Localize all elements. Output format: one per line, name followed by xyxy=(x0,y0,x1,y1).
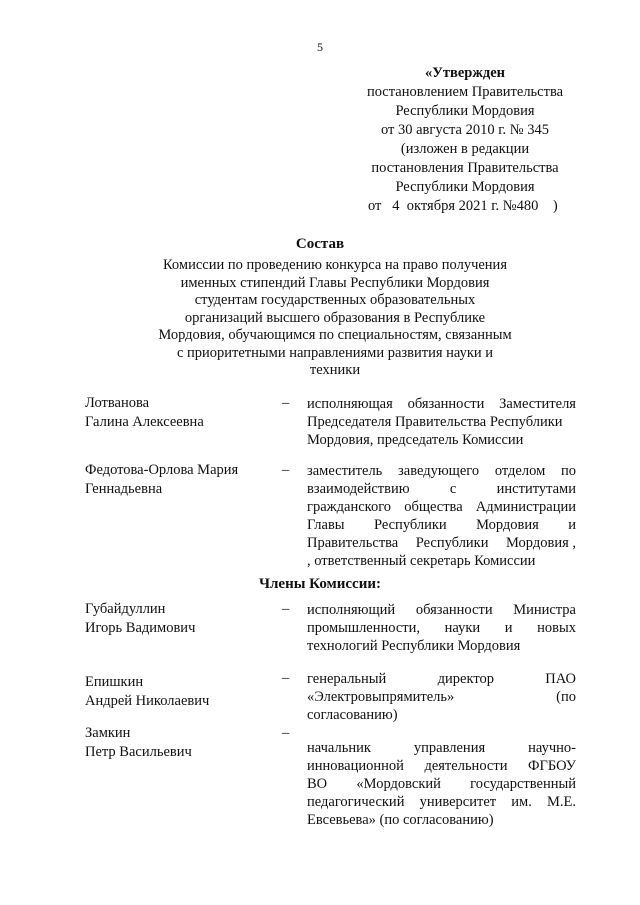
word: по xyxy=(560,463,576,479)
position-line xyxy=(307,601,576,619)
position-line xyxy=(307,775,576,793)
word: новых xyxy=(537,620,576,636)
member-surname: Епишкин xyxy=(85,674,144,690)
member-position xyxy=(307,670,576,724)
dash-separator: – xyxy=(282,395,290,411)
member-given-names: Андрей Николаевич xyxy=(85,693,210,709)
member-position xyxy=(307,395,576,449)
word: начальник xyxy=(307,740,371,756)
position-line: Председателя Правительства Республики xyxy=(307,414,563,430)
position-line xyxy=(307,480,576,498)
position-line xyxy=(307,619,576,637)
word: им. xyxy=(511,794,532,810)
word: Заместителя xyxy=(499,396,576,412)
subtitle-line: Комиссии по проведению конкурса на право получения xyxy=(162,257,507,273)
word: Мордовия xyxy=(476,517,539,533)
word: институтами xyxy=(496,481,576,497)
page-number: 5 xyxy=(317,40,323,54)
member-surname: Губайдуллин xyxy=(85,601,166,617)
position-line xyxy=(307,688,576,706)
word: Администрации xyxy=(475,499,576,515)
approval-line: «Утвержден xyxy=(425,65,505,81)
position-line xyxy=(307,534,576,552)
position-line xyxy=(307,739,576,757)
word: М.Е. xyxy=(546,794,576,810)
position-line: , ответственный секретарь Комиссии xyxy=(307,553,536,569)
position-line xyxy=(307,395,576,413)
word: ПАО xyxy=(545,671,576,687)
position-line: согласованию) xyxy=(307,707,398,723)
word: общества xyxy=(404,499,463,515)
document-title: Состав xyxy=(295,236,345,252)
position-line: Мордовия, председатель Комиссии xyxy=(307,432,524,448)
word: университет xyxy=(419,794,497,810)
word: обязанности xyxy=(415,602,493,618)
word: ФГБОУ xyxy=(528,758,576,774)
member-given-names: Петр Васильевич xyxy=(85,744,192,760)
word: государственный xyxy=(470,776,576,792)
word: исполняющий xyxy=(307,602,396,618)
word: науки xyxy=(444,620,481,636)
word: Мордовия , xyxy=(506,535,576,551)
word: педагогический xyxy=(307,794,405,810)
word: заместитель xyxy=(307,463,383,479)
members-heading: Члены Комиссии: xyxy=(259,576,381,592)
document-subtitle xyxy=(120,257,550,380)
approval-line: постановлением Правительства xyxy=(366,84,564,100)
word: отделом xyxy=(494,463,546,479)
subtitle-line: организаций высшего образования в Республике xyxy=(184,309,486,326)
member-given-names: Геннадьевна xyxy=(85,481,163,497)
word: гражданского xyxy=(307,499,392,515)
word: Министра xyxy=(513,602,576,618)
dash-separator: – xyxy=(282,462,290,478)
subtitle-line: с приоритетными направлениями развития науки и xyxy=(176,344,494,361)
word: исполняющая xyxy=(307,396,393,412)
approval-stamp xyxy=(352,64,578,216)
member-surname: Федотова-Орлова Мария xyxy=(85,462,239,478)
word: и xyxy=(568,517,576,533)
word: Республики xyxy=(415,535,489,551)
subtitle-line: студентам государственных образовательных xyxy=(194,292,476,308)
word: Правительства xyxy=(307,535,399,551)
subtitle-line: именных стипендий Главы Республики Мордовия xyxy=(180,274,490,291)
approval-line: Республики Мордовия xyxy=(395,103,535,119)
word: «Мордовский xyxy=(356,776,441,792)
word: с xyxy=(449,481,457,497)
word: Главы xyxy=(307,517,345,533)
approval-line: (изложен в редакции xyxy=(400,141,530,157)
member-surname: Лотванова xyxy=(85,395,150,411)
member-name xyxy=(85,461,275,499)
word: управления xyxy=(413,740,486,756)
word: взаимодействию xyxy=(307,481,410,497)
member-given-names: Игорь Вадимович xyxy=(85,620,196,636)
word: директор xyxy=(437,671,494,687)
member-name xyxy=(85,600,275,638)
member-name xyxy=(85,673,275,711)
position-line xyxy=(307,462,576,480)
position-line: технологий Республики Мордовия xyxy=(307,638,521,654)
word: заведующего xyxy=(398,463,480,479)
approval-line: постановления Правительства xyxy=(371,160,559,176)
word: генеральный xyxy=(307,671,387,687)
word: и xyxy=(504,620,513,636)
approval-line: Республики Мордовия xyxy=(395,179,535,195)
member-position xyxy=(307,601,576,655)
word: деятельности xyxy=(424,758,508,774)
member-surname: Замкин xyxy=(85,725,131,741)
word: ВО xyxy=(307,776,328,792)
position-line xyxy=(307,757,576,775)
dash-separator: – xyxy=(282,725,290,741)
dash-separator: – xyxy=(282,670,290,686)
subtitle-line: техники xyxy=(309,362,361,378)
word: (по xyxy=(556,689,576,705)
approval-date-line: от 4 октября 2021 г. №480 ) xyxy=(368,198,558,214)
word: инновационной xyxy=(307,758,404,774)
word: научно- xyxy=(528,740,576,756)
position-line xyxy=(307,516,576,534)
word: Республики xyxy=(373,517,447,533)
position-line xyxy=(307,670,576,688)
word: промышленности, xyxy=(307,620,421,636)
member-name xyxy=(85,394,275,432)
word: обязанности xyxy=(407,396,485,412)
subtitle-line: Мордовия, обучающимся по специальностям, связанным xyxy=(158,327,512,343)
word: «Электровыпрямитель» xyxy=(307,689,455,705)
position-line: Евсевьева» (по согласованию) xyxy=(307,812,494,828)
member-position xyxy=(307,462,576,570)
approval-line: от 30 августа 2010 г. № 345 xyxy=(380,122,550,138)
dash-separator: – xyxy=(282,601,290,617)
member-position xyxy=(307,739,576,829)
member-name xyxy=(85,724,275,762)
position-line xyxy=(307,793,576,811)
member-given-names: Галина Алексеевна xyxy=(85,414,204,430)
position-line xyxy=(307,498,576,516)
